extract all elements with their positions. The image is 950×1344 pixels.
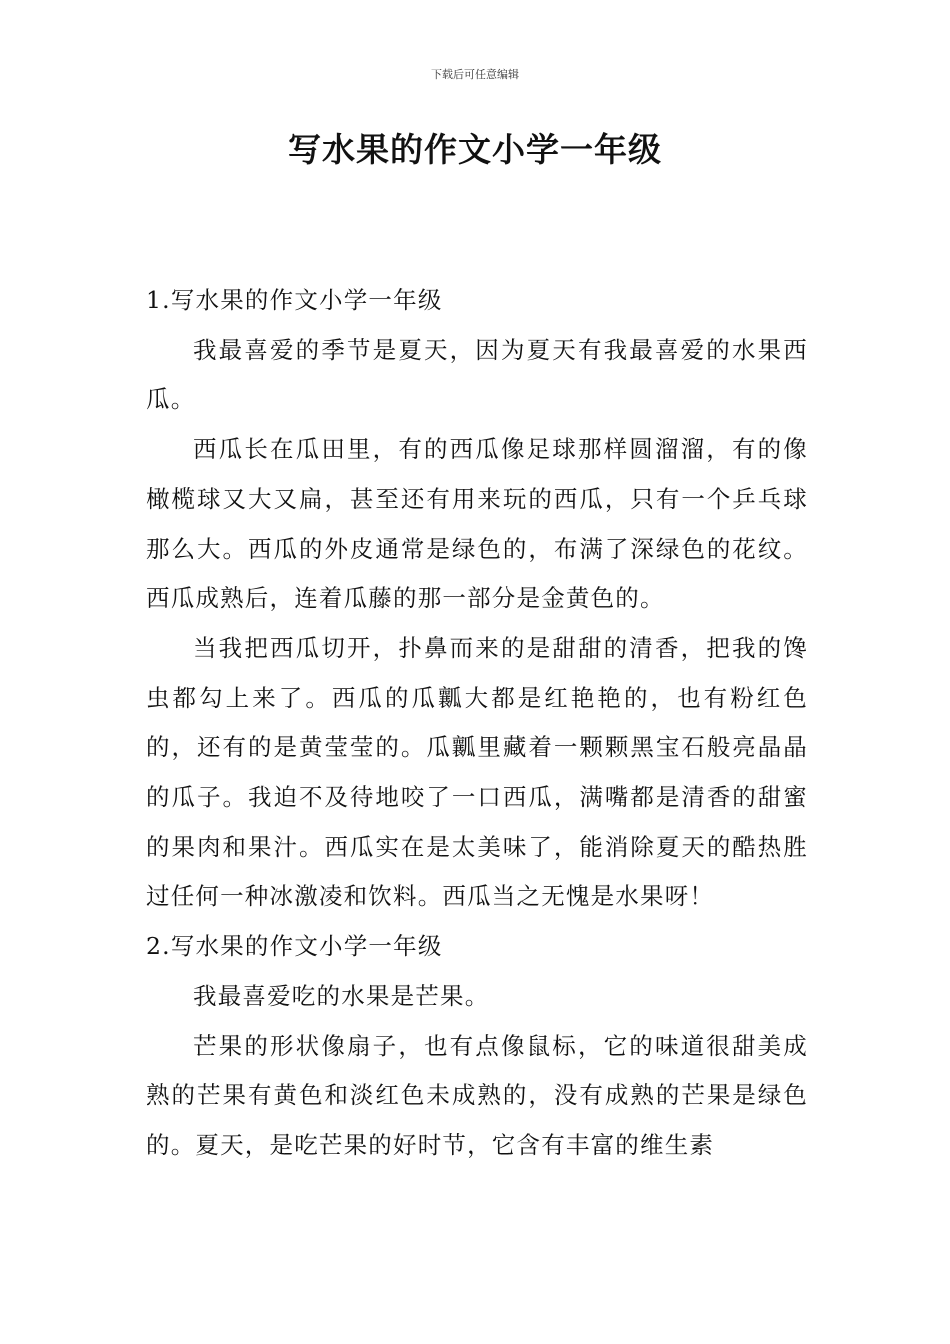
paragraph: 我最喜爱吃的水果是芒果。 [193,981,490,1010]
section-heading-2: 2.写水果的作文小学一年级 [146,932,443,961]
paragraph: 芒果的形状像扇子，也有点像鼠标，它的味道很甜美成熟的芒果有黄色和淡红色未成熟的，没有成熟的芒果是绿色的。夏天，是吃芒果的好时节，它含有丰富的维生素 [146,1031,808,1159]
paragraph: 当我把西瓜切开，扑鼻而来的是甜甜的清香，把我的馋虫都勾上来了。西瓜的瓜瓤大都是红艳艳的，也有粉红色的，还有的是黄莹莹的。瓜瓤里藏着一颗颗黑宝石般亮晶晶的瓜子。我迫不及待地咬了一口西瓜，满嘴都是清香的甜蜜的果肉和果汁。西瓜实在是太美味了，能消除夏天的酷热胜过任何一种冰激凌和饮料。西瓜当之无愧是水果呀！ [146,633,808,911]
paragraph: 我最喜爱的季节是夏天，因为夏天有我最喜爱的水果西瓜。 [146,335,808,414]
document-body [146,276,808,1171]
document-title: 写水果的作文小学一年级 [288,130,662,169]
header-note: 下载后可任意编辑 [431,68,519,81]
section-heading-1: 1.写水果的作文小学一年级 [146,286,443,314]
paragraph: 西瓜长在瓜田里，有的西瓜像足球那样圆溜溜，有的像橄榄球又大又扁，甚至还有用来玩的西瓜，只有一个乒乓球那么大。西瓜的外皮通常是绿色的，布满了深绿色的花纹。西瓜成熟后，连着瓜藤的那一部分是金黄色的。 [146,435,808,613]
